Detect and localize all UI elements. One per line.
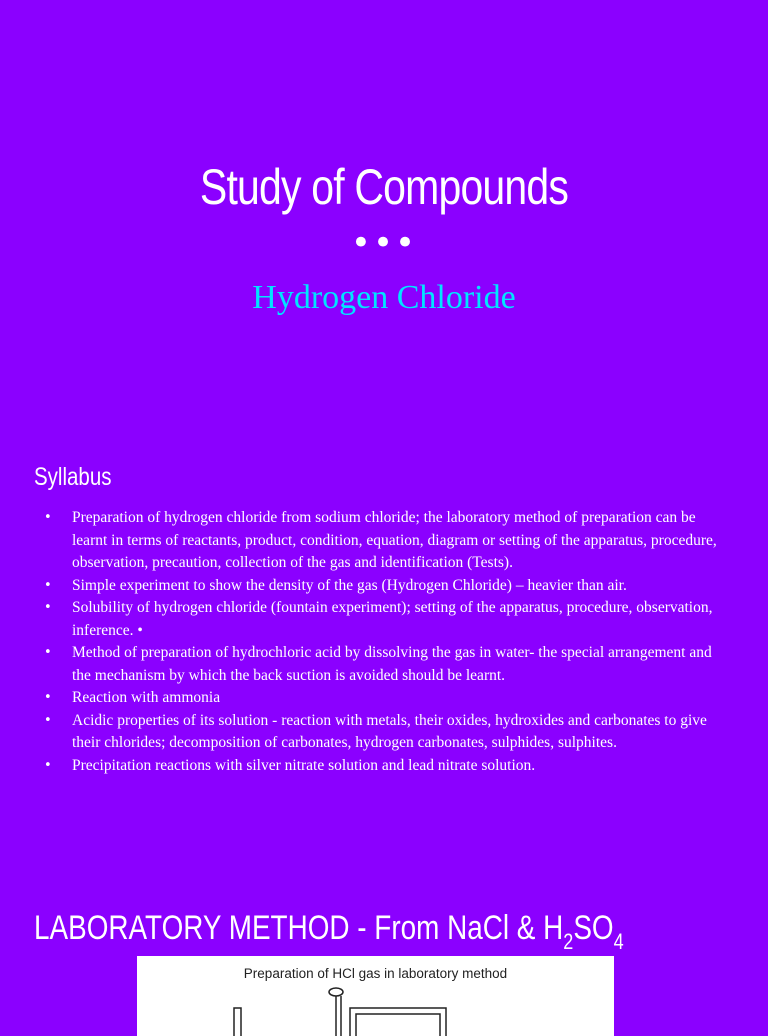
subscript-4: 4 — [613, 929, 624, 954]
diagram-caption: Preparation of HCl gas in laboratory method — [243, 966, 508, 981]
lab-heading-text: LABORATORY METHOD - From NaCl & H — [34, 909, 564, 947]
title-separator: ••• — [350, 223, 418, 263]
list-item: • Simple experiment to show the density of the gas (Hydrogen Chloride) – heavier than air. — [34, 575, 724, 598]
subscript-2: 2 — [563, 929, 574, 954]
page-subtitle: Hydrogen Chloride — [252, 279, 516, 316]
list-item: • Reaction with ammonia — [34, 687, 724, 710]
list-item: • Method of preparation of hydrochloric acid by dissolving the gas in water- the special arrangement and the mechanism by which the back suction is avoided should be learnt. — [34, 642, 724, 687]
list-item: • Solubility of hydrogen chloride (fountain experiment); setting of the apparatus, procedure, observation, inference. • — [34, 597, 724, 642]
syllabus-list — [34, 507, 724, 777]
apparatus-diagram — [137, 956, 614, 1036]
syllabus-heading: Syllabus — [34, 463, 112, 491]
list-item: • Precipitation reactions with silver nitrate solution and lead nitrate solution. — [34, 755, 724, 778]
list-item: • Acidic properties of its solution - reaction with metals, their oxides, hydroxides and carbonates to give their chlorides; decomposition of carbonates, hydrogen carbonates, sulphides, sulphites. — [34, 710, 724, 755]
lab-heading-so: SO — [573, 909, 614, 947]
flask-stand — [234, 1008, 241, 1036]
thistle-funnel — [329, 988, 343, 996]
list-item: • Preparation of hydrogen chloride from sodium chloride; the laboratory method of preparation can be learnt in terms of reactants, product, condition, equation, diagram or setting of the apparatus, procedure, observation, precaution, collection of the gas and identification (Tests). — [34, 507, 724, 575]
gas-jar — [350, 1008, 446, 1036]
apparatus-drawing — [137, 956, 614, 1036]
gas-jar-inner — [356, 1014, 440, 1036]
page-title: Study of Compounds — [199, 159, 569, 215]
